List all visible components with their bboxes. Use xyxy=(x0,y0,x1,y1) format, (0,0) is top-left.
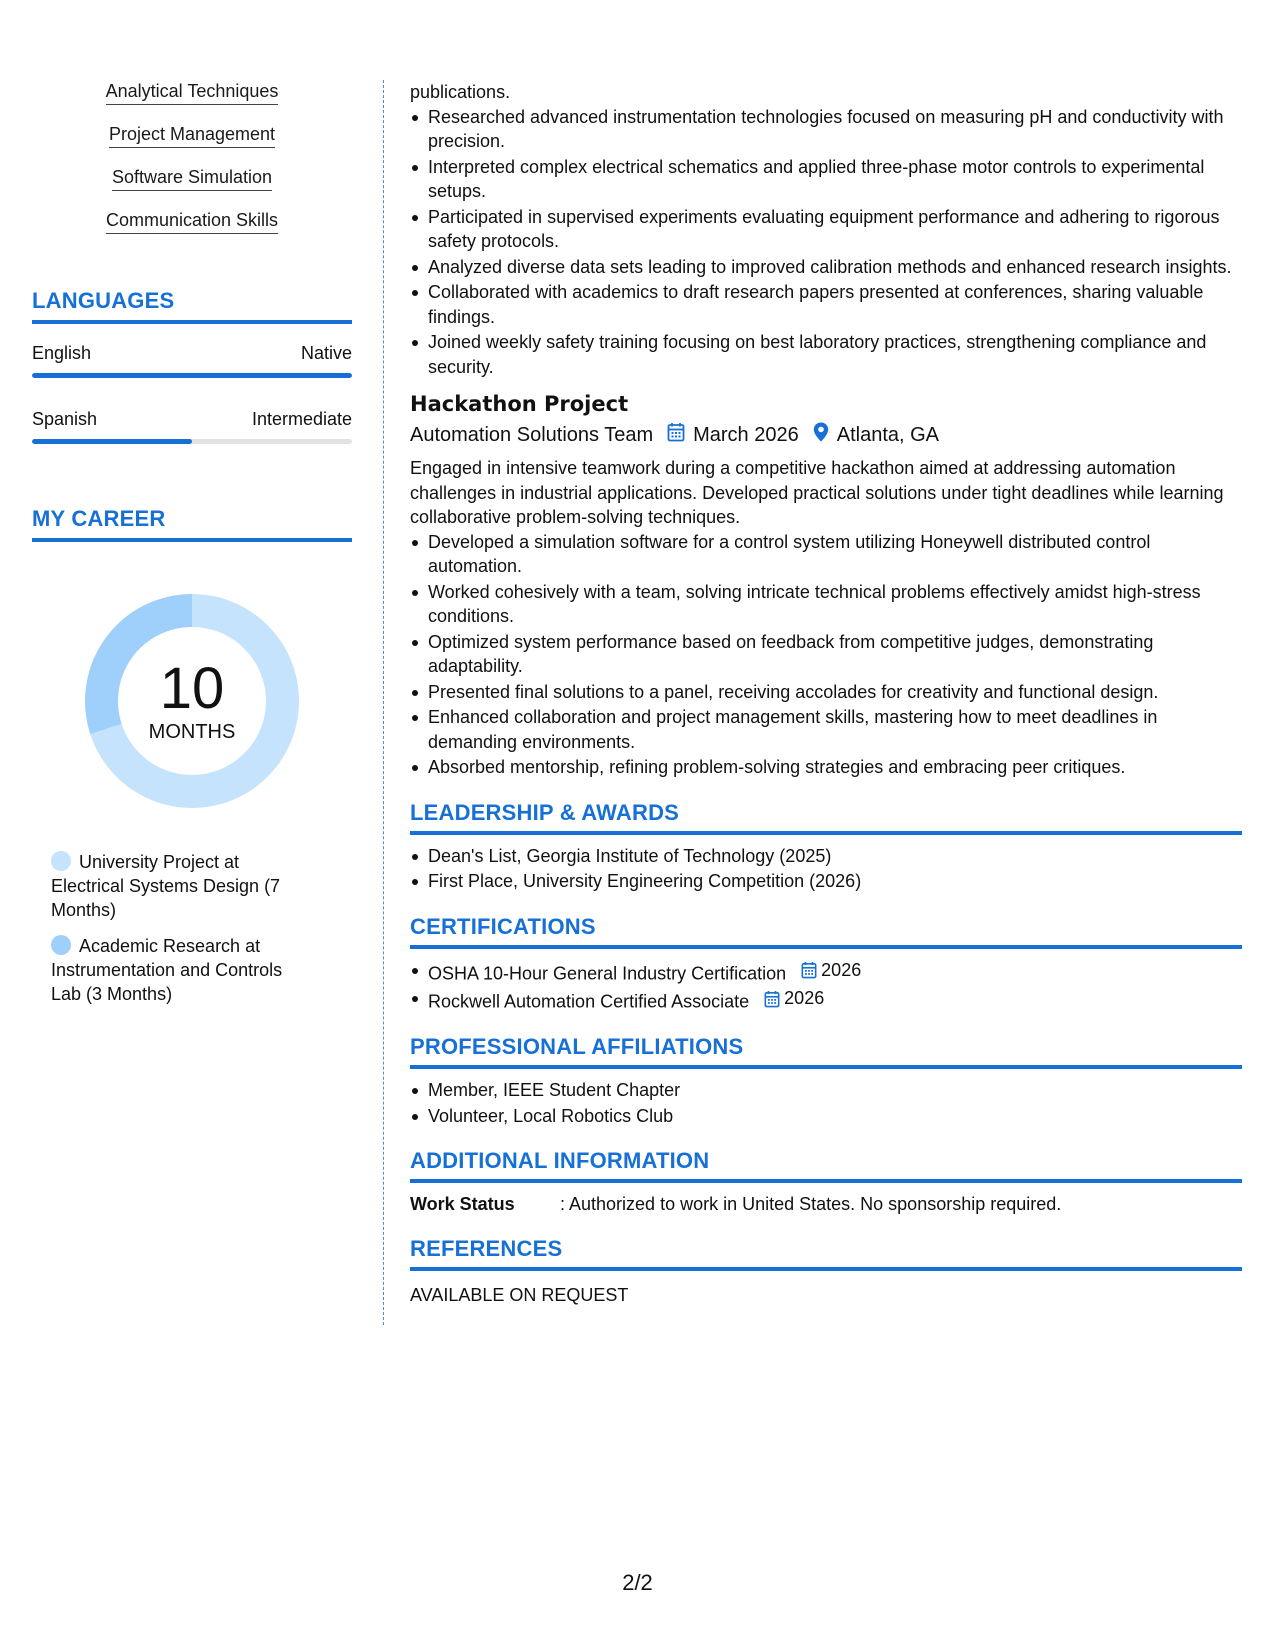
project-bullets xyxy=(410,530,1242,780)
certifications-section xyxy=(410,914,1242,1015)
donut-center xyxy=(77,586,307,816)
list-item: Member, IEEE Student Chapter xyxy=(410,1078,1242,1103)
list-item: Participated in supervised experiments evaluating equipment performance and adhering to rigorous safety protocols. xyxy=(410,205,1242,254)
section-title: LANGUAGES xyxy=(32,288,175,313)
language-bar-fill xyxy=(32,439,192,444)
list-item: Absorbed mentorship, refining problem-solving strategies and embracing peer critiques. xyxy=(410,755,1242,780)
career-section xyxy=(32,506,352,1006)
project-location: Atlanta, GA xyxy=(836,423,940,446)
affiliations-section xyxy=(410,1034,1242,1128)
research-bullets xyxy=(410,105,1242,380)
section-rule xyxy=(410,945,1242,949)
list-item: Joined weekly safety training focusing on best laboratory practices, strengthening compliance and security. xyxy=(410,330,1242,379)
project-title: Hackathon Project xyxy=(410,392,629,416)
info-key: Work Status xyxy=(410,1194,515,1214)
list-item: Worked cohesively with a team, solving intricate technical problems effectively amidst high-stress conditions. xyxy=(410,580,1242,629)
language-item xyxy=(32,408,352,444)
cert-year: 2026 xyxy=(784,988,825,1009)
skill-item: Analytical Techniques xyxy=(106,80,279,105)
additional-info-section xyxy=(410,1148,1242,1216)
list-item: Analyzed diverse data sets leading to improved calibration methods and enhanced research insights. xyxy=(410,255,1242,280)
intro-tail-text: publications. xyxy=(410,82,511,102)
list-item: First Place, University Engineering Competition (2026) xyxy=(410,869,1242,894)
language-level: Native xyxy=(300,343,352,363)
language-bar-fill xyxy=(32,373,352,378)
skill-item: Communication Skills xyxy=(106,209,278,234)
page-number: 2/2 xyxy=(622,1570,653,1595)
list-item: Researched advanced instrumentation technologies focused on measuring pH and conductivity with precision. xyxy=(410,105,1242,154)
cert-year-wrap xyxy=(801,958,861,983)
legend-label: University Project at Electrical Systems Design (7 Months) xyxy=(51,852,281,920)
info-row xyxy=(410,1192,1242,1216)
language-name: English xyxy=(32,343,92,363)
calendar-icon xyxy=(667,422,685,448)
cert-name: OSHA 10-Hour General Industry Certification xyxy=(428,962,787,983)
section-rule xyxy=(410,1179,1242,1183)
section-rule xyxy=(32,538,352,542)
legend-item xyxy=(51,850,302,922)
section-rule xyxy=(410,1065,1242,1069)
affiliations-list xyxy=(410,1078,1242,1128)
sidebar xyxy=(32,80,352,1018)
career-total-number: 10 xyxy=(159,655,225,721)
project-date: March 2026 xyxy=(693,423,799,446)
legend-item xyxy=(51,934,302,1006)
section-title: REFERENCES xyxy=(410,1236,563,1261)
legend-dot xyxy=(51,935,71,955)
list-item: Collaborated with academics to draft research papers presented at conferences, sharing valuable findings. xyxy=(410,280,1242,329)
column-divider xyxy=(383,80,384,1325)
cert-year: 2026 xyxy=(821,959,862,980)
language-item xyxy=(32,342,352,378)
section-title: MY CAREER xyxy=(32,506,166,531)
language-name: Spanish xyxy=(32,409,98,429)
project-description: Engaged in intensive teamwork during a competitive hackathon aimed at addressing automation challenges in industrial applications. Developed practical solutions under tight deadlines while learning collaborative problem-solving techniques. xyxy=(410,458,1224,527)
calendar-icon xyxy=(801,961,817,979)
skill-item: Software Simulation xyxy=(112,166,272,191)
section-title: PROFESSIONAL AFFILIATIONS xyxy=(410,1034,744,1059)
section-title: CERTIFICATIONS xyxy=(410,913,596,939)
language-bar xyxy=(32,439,352,444)
legend-label: Academic Research at Instrumentation and Controls Lab (3 Months) xyxy=(51,936,283,1004)
list-item: Presented final solutions to a panel, receiving accolades for creativity and functional design. xyxy=(410,680,1242,705)
list-item xyxy=(410,958,1242,986)
calendar-icon xyxy=(764,990,780,1008)
list-item: Interpreted complex electrical schematics and applied three-phase motor controls to experimental setups. xyxy=(410,155,1242,204)
project-org: Automation Solutions Team xyxy=(410,423,654,446)
main-column xyxy=(410,80,1242,1308)
cert-year-wrap xyxy=(764,986,824,1011)
languages-section xyxy=(32,288,352,444)
list-item: Enhanced collaboration and project management skills, mastering how to meet deadlines in demanding environments. xyxy=(410,705,1242,754)
list-item: Optimized system performance based on feedback from competitive judges, demonstrating adaptability. xyxy=(410,630,1242,679)
career-donut-chart xyxy=(77,586,307,816)
legend-dot xyxy=(51,851,71,871)
project-meta xyxy=(410,422,1242,448)
section-title: ADDITIONAL INFORMATION xyxy=(410,1148,710,1173)
references-text: AVAILABLE ON REQUEST xyxy=(410,1285,629,1305)
location-pin-icon xyxy=(813,422,829,448)
info-value: : Authorized to work in United States. No sponsorship required. xyxy=(560,1194,1062,1214)
section-title: LEADERSHIP & AWARDS xyxy=(410,799,680,825)
references-section xyxy=(410,1236,1242,1308)
career-total-unit: MONTHS xyxy=(148,720,236,743)
skill-item: Project Management xyxy=(109,123,275,148)
language-bar xyxy=(32,373,352,378)
list-item xyxy=(410,986,1242,1014)
leadership-list xyxy=(410,844,1242,894)
skills-list xyxy=(32,80,352,252)
language-level: Intermediate xyxy=(251,409,352,429)
leadership-section xyxy=(410,800,1242,894)
cert-name: Rockwell Automation Certified Associate xyxy=(428,991,750,1012)
list-item: Dean's List, Georgia Institute of Technology (2025) xyxy=(410,844,1242,869)
section-rule xyxy=(32,320,352,324)
section-rule xyxy=(410,831,1242,835)
certifications-list xyxy=(410,958,1242,1015)
list-item: Volunteer, Local Robotics Club xyxy=(410,1104,1242,1129)
section-rule xyxy=(410,1267,1242,1271)
career-legend xyxy=(32,850,302,1006)
list-item: Developed a simulation software for a control system utilizing Honeywell distributed control automation. xyxy=(410,530,1242,579)
